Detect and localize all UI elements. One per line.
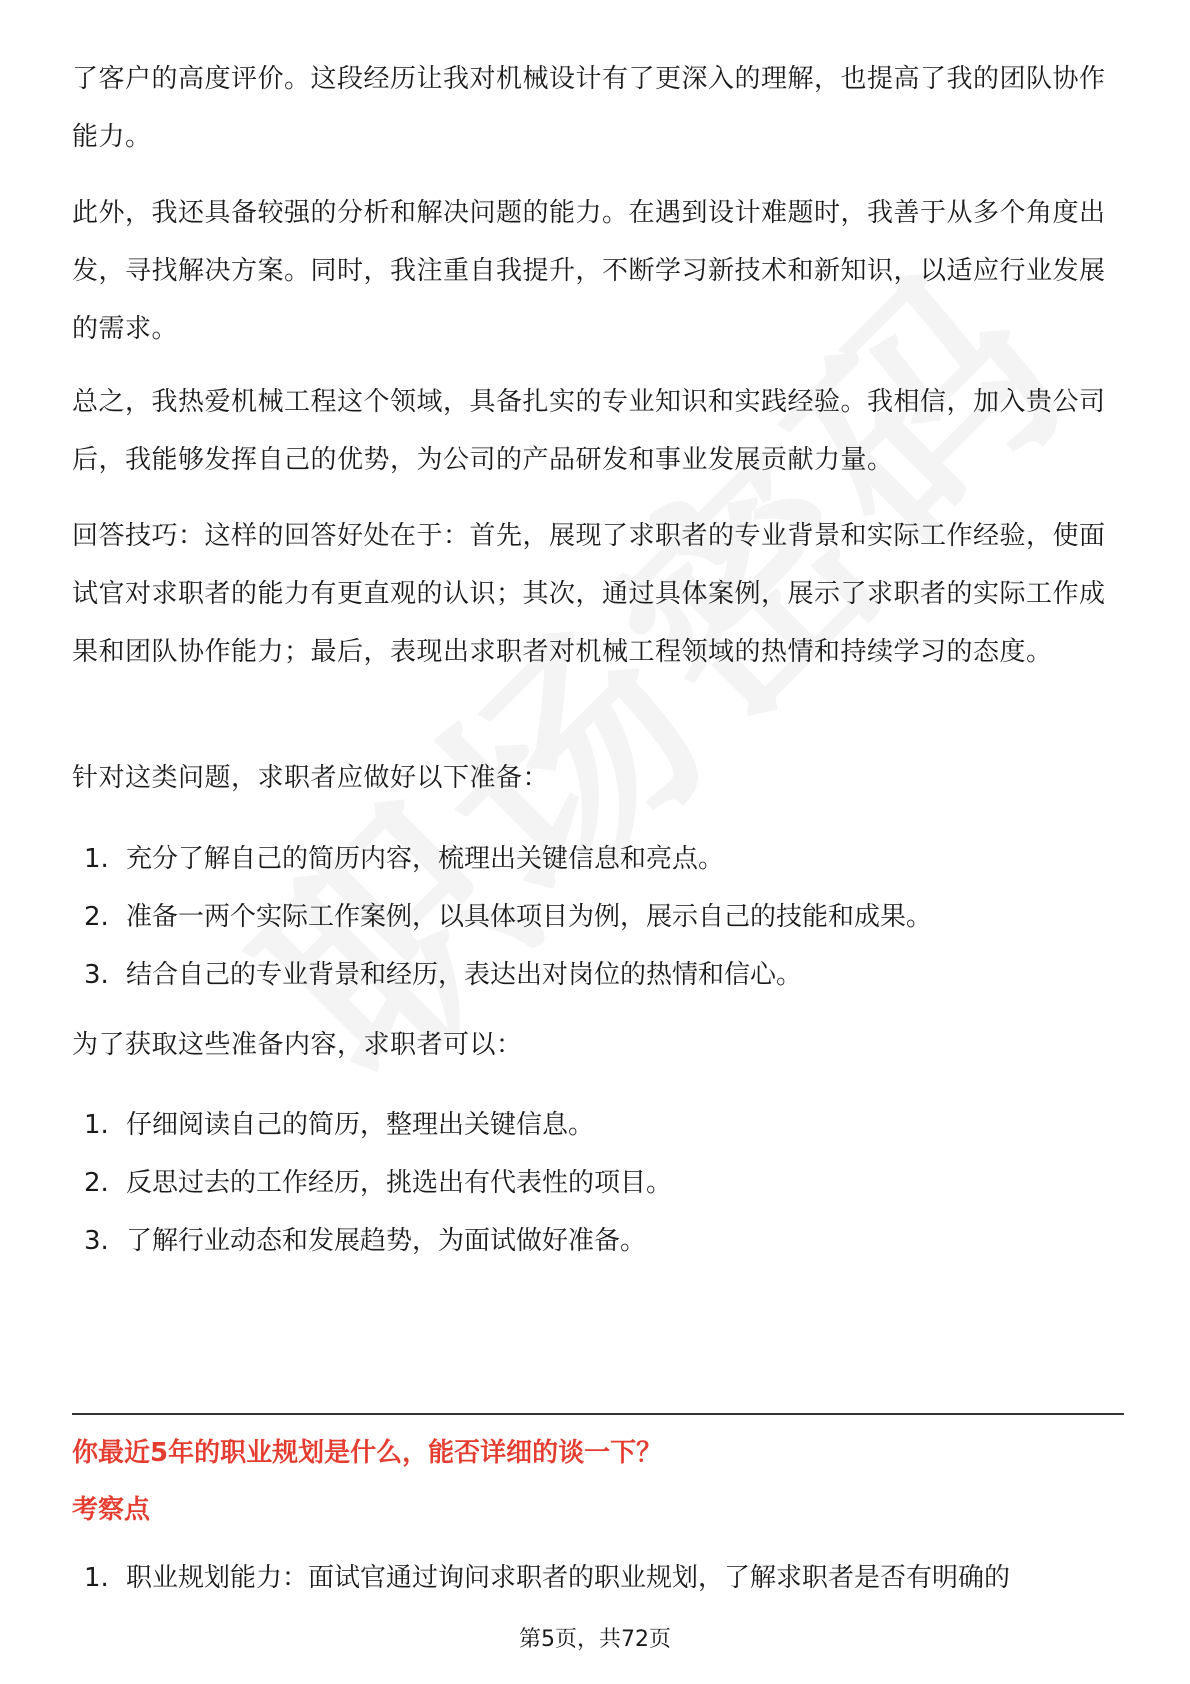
paragraph-1: 了客户的高度评价。这段经历让我对机械设计有了更深入的理解，也提高了我的团队协作能力。 <box>72 64 1106 152</box>
list-number: 1. <box>84 844 109 874</box>
list-text: 职业规划能力：面试官通过询问求职者的职业规划，了解求职者是否有明确的 <box>126 1563 1011 1593</box>
question-heading: 你最近5年的职业规划是什么，能否详细的谈一下？ <box>72 1438 663 1468</box>
paragraph-3: 总之，我热爱机械工程这个领域，具备扎实的专业知识和实践经验。我相信，加入贵公司后，我能够发挥自己的优势，为公司的产品研发和事业发展贡献力量。 <box>72 387 1106 475</box>
list-text: 准备一两个实际工作案例，以具体项目为例，展示自己的技能和成果。 <box>126 902 933 932</box>
list-text: 结合自己的专业背景和经历，表达出对岗位的热情和信心。 <box>126 960 803 990</box>
list-number: 1. <box>84 1563 109 1593</box>
list-item <box>72 1212 1122 1270</box>
list-text: 仔细阅读自己的简历，整理出关键信息。 <box>126 1110 595 1140</box>
obtain-list <box>72 1096 1122 1270</box>
prep-list <box>72 830 1122 1004</box>
paragraph-prep-intro: 针对这类问题，求职者应做好以下准备： <box>72 763 550 793</box>
list-item <box>72 1154 1122 1212</box>
paragraph-obtain-intro: 为了获取这些准备内容，求职者可以： <box>72 1030 523 1060</box>
list-text: 了解行业动态和发展趋势，为面试做好准备。 <box>126 1226 647 1256</box>
subheading-examination-points: 考察点 <box>72 1495 151 1525</box>
list-text: 反思过去的工作经历，挑选出有代表性的项目。 <box>126 1168 673 1198</box>
list-item <box>72 888 1122 946</box>
paragraph-2: 此外，我还具备较强的分析和解决问题的能力。在遇到设计难题时，我善于从多个角度出发，寻找解决方案。同时，我注重自我提升，不断学习新技术和新知识，以适应行业发展的需求。 <box>72 198 1106 344</box>
list-item <box>72 830 1122 888</box>
list-number: 2. <box>84 902 109 932</box>
list-number: 2. <box>84 1168 109 1198</box>
section-divider <box>72 1413 1124 1415</box>
list-text: 充分了解自己的简历内容，梳理出关键信息和亮点。 <box>126 844 725 874</box>
page-footer: 第5页，共72页 <box>519 1627 671 1652</box>
paragraph-answer-tips: 回答技巧：这样的回答好处在于：首先，展现了求职者的专业背景和实际工作经验，使面试官对求职者的能力有更直观的认识；其次，通过具体案例，展示了求职者的实际工作成果和团队协作能力；最后，表现出求职者对机械工程领域的热情和持续学习的态度。 <box>72 521 1106 667</box>
examination-list <box>72 1549 1122 1607</box>
list-item <box>72 1096 1122 1154</box>
list-item <box>72 946 1122 1004</box>
list-number: 3. <box>84 960 109 990</box>
list-number: 1. <box>84 1110 109 1140</box>
list-number: 3. <box>84 1226 109 1256</box>
list-item <box>72 1549 1122 1607</box>
